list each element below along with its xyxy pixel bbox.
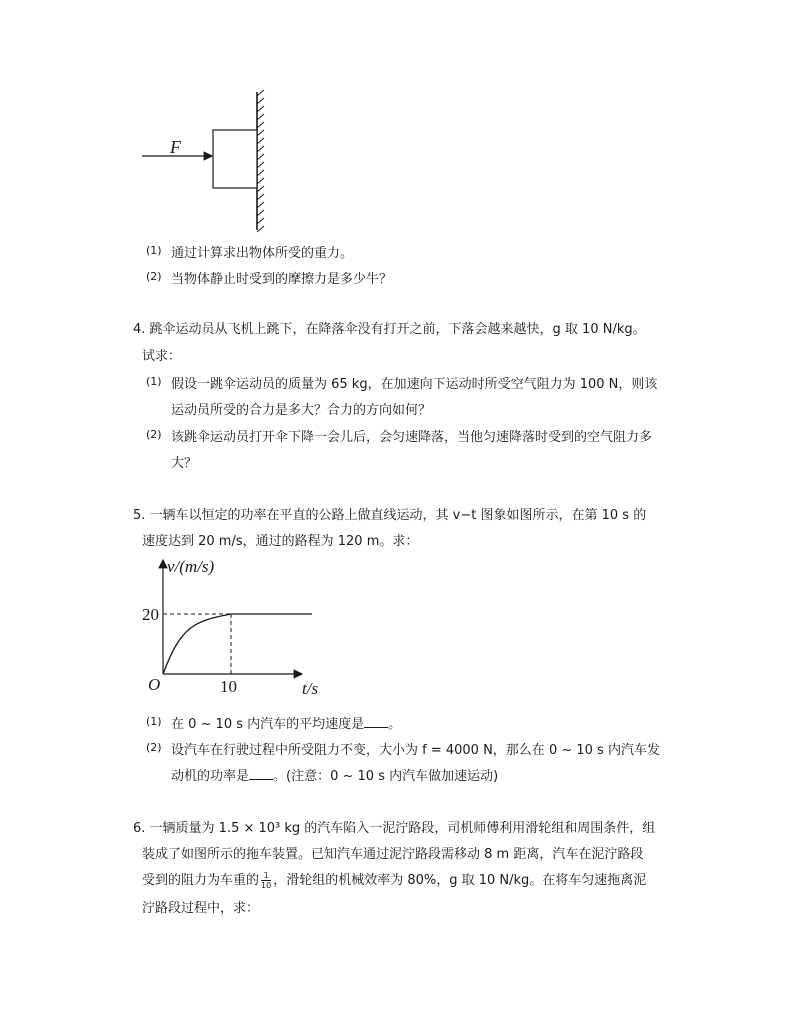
q5-sub1-text	[171, 713, 401, 732]
fraction-numerator: 1	[261, 871, 271, 881]
q4-sub1-number: (1)	[146, 375, 162, 388]
force-wall-diagram	[136, 90, 276, 235]
origin-label: O	[148, 675, 161, 694]
fraction-one-tenth	[261, 871, 271, 890]
q3-sub2-text: 当物体静止时受到的摩擦力是多少牛？	[171, 272, 393, 287]
q6-question-line2: 装成了如图所示的拖车装置。已知汽车通过泥泞路段需移动 8 m 距离，汽车在泥泞路段	[142, 847, 644, 862]
q3-sub1-text: 通过计算求出物体所受的重力。	[171, 246, 354, 261]
q4-sub1-line2: 运动员所受的合力是多大？合力的方向如何？	[171, 403, 432, 418]
q5-question-line2: 速度达到 20 m/s，通过的路程为 120 m。求：	[142, 534, 419, 549]
x-axis-label: t/s	[302, 679, 319, 698]
q5-sub1-post: 。	[388, 717, 402, 732]
y-tick-20: 20	[142, 605, 159, 624]
wall-hatching	[257, 90, 264, 232]
velocity-curve	[163, 614, 312, 674]
q5-sub2-answer-blank[interactable]	[249, 767, 273, 780]
q4-question-line2: 试求：	[142, 349, 182, 364]
q4-sub2-number: (2)	[146, 428, 162, 441]
q5-sub1-answer-blank[interactable]	[364, 715, 388, 728]
q4-sub2-line1: 该跳伞运动员打开伞下降一会儿后，会匀速降落，当他匀速降落时受到的空气阻力多	[171, 430, 653, 445]
block	[213, 130, 257, 188]
fraction-denominator: 10	[261, 881, 272, 890]
v-t-graph	[136, 556, 336, 702]
q5-sub1-pre: 在 0 ~ 10 s 内汽车的平均速度是	[171, 717, 365, 732]
q5-sub2-line2	[171, 765, 498, 784]
x-tick-10: 10	[220, 677, 237, 696]
q5-sub2-pre: 动机的功率是	[171, 769, 250, 784]
q3-sub1-number: (1)	[146, 244, 162, 257]
q4-sub2-line2: 大？	[171, 456, 198, 471]
force-label: F	[170, 137, 181, 157]
q4-sub1-line1: 假设一跳伞运动员的质量为 65 kg，在加速向下运动时所受空气阻力为 100 N，则该	[171, 377, 658, 392]
q5-sub1-number: (1)	[146, 715, 162, 728]
q3-sub2-number: (2)	[146, 270, 162, 283]
q5-sub2-post: 。(注意：0 ~ 10 s 内汽车做加速运动)	[273, 769, 499, 784]
q4-question-line1: 4. 跳伞运动员从飞机上跳下，在降落伞没有打开之前，下落会越来越快，g 取 10 N/kg。	[133, 322, 646, 337]
q6-line3-post: ，滑轮组的机械效率为 80%，g 取 10 N/kg。在将车匀速拖离泥	[273, 873, 647, 888]
q6-question-line4: 泞路段过程中，求：	[142, 901, 260, 916]
q5-question-line1: 5. 一辆车以恒定的功率在平直的公路上做直线运动，其 v−t 图象如图所示，在第 10 s 的	[133, 508, 647, 523]
q6-line3-pre: 受到的阻力为车重的	[142, 873, 260, 888]
q6-question-line1: 6. 一辆质量为 1.5 × 10³ kg 的汽车陷入一泥泞路段，司机师傅利用滑轮组和周围条件，组	[133, 821, 656, 836]
q6-question-line3	[142, 869, 646, 890]
q5-sub2-number: (2)	[146, 741, 162, 754]
y-axis-label: v/(m/s)	[167, 557, 215, 576]
q5-sub2-line1: 设汽车在行驶过程中所受阻力不变，大小为 f = 4000 N，那么在 0 ~ 10 s 内汽车发	[171, 743, 660, 758]
